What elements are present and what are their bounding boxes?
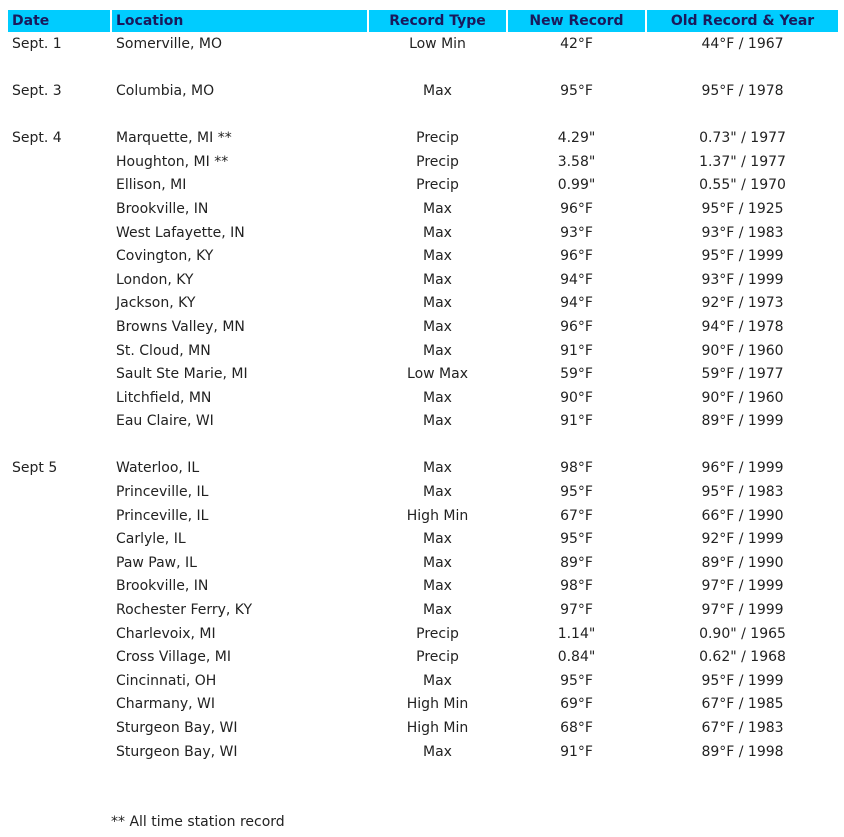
date-cell: [8, 669, 110, 693]
table-row: [8, 174, 838, 198]
date-cell: [8, 504, 110, 528]
new-record-cell: 95°F: [560, 82, 593, 99]
old-record-cell: 95°F / 1925: [701, 200, 784, 217]
location-cell: St. Cloud, MN: [116, 342, 211, 359]
old-record-cell: 1.37" / 1977: [699, 153, 786, 170]
new-record-cell: 59°F: [560, 366, 593, 383]
table-row: [8, 669, 838, 693]
table-row: [8, 339, 838, 363]
old-record-cell: 67°F / 1985: [701, 696, 784, 713]
date-cell: [8, 174, 110, 198]
date-cell: [8, 410, 110, 434]
old-record-cell: 90°F / 1960: [701, 342, 784, 359]
new-record-cell: 42°F: [560, 35, 593, 52]
new-record-cell: 0.99": [557, 177, 596, 194]
record-type-cell: Max: [423, 413, 452, 430]
table-row: [8, 244, 838, 268]
table-row: [8, 292, 838, 316]
record-type-cell: Low Min: [409, 35, 466, 52]
old-record-cell: 97°F / 1999: [701, 602, 784, 619]
table-row: [8, 693, 838, 717]
spacer-row: [8, 103, 838, 127]
record-type-cell: Max: [423, 342, 452, 359]
record-type-cell: Max: [423, 460, 452, 477]
record-type-cell: Max: [423, 295, 452, 312]
record-type-cell: Max: [423, 578, 452, 595]
new-record-cell: 96°F: [560, 318, 593, 335]
location-cell: Somerville, MO: [116, 35, 223, 52]
date-cell: [8, 315, 110, 339]
new-record-cell: 68°F: [560, 720, 593, 737]
record-type-cell: Max: [423, 484, 452, 501]
header-new-record: New Record: [508, 10, 645, 32]
old-record-cell: 66°F / 1990: [701, 507, 784, 524]
date-cell: Sept. 1: [12, 35, 62, 52]
location-cell: Cross Village, MI: [116, 649, 231, 666]
date-cell: [8, 480, 110, 504]
new-record-cell: 94°F: [560, 295, 593, 312]
record-type-cell: Precip: [416, 177, 459, 194]
table-row: [8, 32, 838, 56]
new-record-cell: 94°F: [560, 271, 593, 288]
old-record-cell: 97°F / 1999: [701, 578, 784, 595]
new-record-cell: 98°F: [560, 578, 593, 595]
location-cell: Brookville, IN: [116, 200, 209, 217]
table-row: [8, 315, 838, 339]
old-record-cell: 95°F / 1999: [701, 672, 784, 689]
table-row: [8, 150, 838, 174]
table-row: [8, 457, 838, 481]
location-cell: Charmany, WI: [116, 696, 215, 713]
table-row: [8, 268, 838, 292]
new-record-cell: 95°F: [560, 531, 593, 548]
old-record-cell: 59°F / 1977: [701, 366, 784, 383]
new-record-cell: 91°F: [560, 413, 593, 430]
table-row: [8, 362, 838, 386]
old-record-cell: 93°F / 1999: [701, 271, 784, 288]
table-row: [8, 79, 838, 103]
new-record-cell: 93°F: [560, 224, 593, 241]
record-type-cell: High Min: [406, 720, 469, 737]
table-row: [8, 575, 838, 599]
old-record-cell: 94°F / 1978: [701, 318, 784, 335]
header-date: Date: [8, 10, 110, 32]
new-record-cell: 95°F: [560, 672, 593, 689]
location-cell: West Lafayette, IN: [116, 224, 245, 241]
record-type-cell: Max: [423, 224, 452, 241]
record-type-cell: Max: [423, 602, 452, 619]
table-row: [8, 197, 838, 221]
new-record-cell: 90°F: [560, 389, 593, 406]
old-record-cell: 89°F / 1990: [701, 554, 784, 571]
header-row: [8, 10, 838, 32]
new-record-cell: 91°F: [560, 342, 593, 359]
record-type-cell: Max: [423, 248, 452, 265]
date-cell: [8, 740, 110, 764]
record-type-cell: Max: [423, 271, 452, 288]
new-record-cell: 69°F: [560, 696, 593, 713]
date-cell: [8, 716, 110, 740]
table-row: [8, 740, 838, 764]
date-cell: [8, 292, 110, 316]
record-type-cell: Max: [423, 743, 452, 760]
date-cell: [8, 575, 110, 599]
table-row: [8, 480, 838, 504]
record-type-cell: Max: [423, 672, 452, 689]
new-record-cell: 67°F: [560, 507, 593, 524]
new-record-cell: 96°F: [560, 248, 593, 265]
location-cell: Princeville, IL: [116, 507, 209, 524]
header-old-record: Old Record & Year: [647, 10, 838, 32]
date-cell: [8, 268, 110, 292]
new-record-cell: 1.14": [557, 625, 596, 642]
footnote: ** All time station record: [111, 814, 285, 830]
location-cell: Columbia, MO: [116, 82, 215, 99]
location-cell: Sturgeon Bay, WI: [116, 743, 238, 760]
old-record-cell: 90°F / 1960: [701, 389, 784, 406]
location-cell: Eau Claire, WI: [116, 413, 214, 430]
new-record-cell: 89°F: [560, 554, 593, 571]
record-type-cell: Max: [423, 531, 452, 548]
new-record-cell: 97°F: [560, 602, 593, 619]
location-cell: Charlevoix, MI: [116, 625, 216, 642]
table-row: [8, 598, 838, 622]
record-type-cell: Max: [423, 318, 452, 335]
location-cell: Ellison, MI: [116, 177, 187, 194]
location-cell: Cincinnati, OH: [116, 672, 217, 689]
record-type-cell: High Min: [406, 507, 469, 524]
date-cell: [8, 339, 110, 363]
location-cell: Rochester Ferry, KY: [116, 602, 253, 619]
old-record-cell: 89°F / 1998: [701, 743, 784, 760]
old-record-cell: 95°F / 1983: [701, 484, 784, 501]
date-cell: Sept. 4: [12, 130, 62, 147]
spacer-row: [8, 433, 838, 457]
date-cell: [8, 150, 110, 174]
old-record-cell: 0.90" / 1965: [699, 625, 786, 642]
old-record-cell: 0.62" / 1968: [699, 649, 786, 666]
record-type-cell: Precip: [416, 130, 459, 147]
header-location: Location: [112, 10, 367, 32]
date-cell: [8, 622, 110, 646]
date-cell: [8, 362, 110, 386]
record-type-cell: High Min: [406, 696, 469, 713]
location-cell: Litchfield, MN: [116, 389, 212, 406]
record-type-cell: Max: [423, 389, 452, 406]
location-cell: Brookville, IN: [116, 578, 209, 595]
old-record-cell: 95°F / 1978: [701, 82, 784, 99]
record-type-cell: Precip: [416, 649, 459, 666]
date-cell: [8, 693, 110, 717]
record-type-cell: Max: [423, 82, 452, 99]
table-row: [8, 622, 838, 646]
date-cell: [8, 244, 110, 268]
table-row: [8, 551, 838, 575]
date-cell: Sept 5: [12, 460, 58, 477]
location-cell: Carlyle, IL: [116, 531, 186, 548]
new-record-cell: 91°F: [560, 743, 593, 760]
location-cell: Sault Ste Marie, MI: [116, 366, 248, 383]
date-cell: Sept. 3: [12, 82, 62, 99]
spacer-row: [8, 56, 838, 80]
location-cell: Covington, KY: [116, 248, 214, 265]
old-record-cell: 44°F / 1967: [701, 35, 784, 52]
date-cell: [8, 197, 110, 221]
header-record-type: Record Type: [369, 10, 506, 32]
new-record-cell: 3.58": [557, 153, 596, 170]
new-record-cell: 0.84": [557, 649, 596, 666]
location-cell: Marquette, MI **: [116, 130, 232, 147]
location-cell: Browns Valley, MN: [116, 318, 245, 335]
date-cell: [8, 221, 110, 245]
date-cell: [8, 527, 110, 551]
location-cell: Houghton, MI **: [116, 153, 229, 170]
old-record-cell: 95°F / 1999: [701, 248, 784, 265]
date-cell: [8, 598, 110, 622]
table-row: [8, 716, 838, 740]
records-table: [6, 10, 840, 763]
table-row: [8, 410, 838, 434]
old-record-cell: 92°F / 1999: [701, 531, 784, 548]
old-record-cell: 89°F / 1999: [701, 413, 784, 430]
new-record-cell: 98°F: [560, 460, 593, 477]
old-record-cell: 92°F / 1973: [701, 295, 784, 312]
new-record-cell: 96°F: [560, 200, 593, 217]
new-record-cell: 95°F: [560, 484, 593, 501]
date-cell: [8, 386, 110, 410]
record-type-cell: Max: [423, 554, 452, 571]
location-cell: Princeville, IL: [116, 484, 209, 501]
record-type-cell: Precip: [416, 153, 459, 170]
new-record-cell: 4.29": [557, 130, 596, 147]
location-cell: Paw Paw, IL: [116, 554, 197, 571]
old-record-cell: 93°F / 1983: [701, 224, 784, 241]
old-record-cell: 96°F / 1999: [701, 460, 784, 477]
table-row: [8, 504, 838, 528]
old-record-cell: 0.73" / 1977: [699, 130, 786, 147]
table-row: [8, 126, 838, 150]
location-cell: London, KY: [116, 271, 194, 288]
date-cell: [8, 645, 110, 669]
table-row: [8, 386, 838, 410]
record-type-cell: Low Max: [407, 366, 468, 383]
location-cell: Jackson, KY: [116, 295, 196, 312]
table-row: [8, 221, 838, 245]
date-cell: [8, 551, 110, 575]
records-body: [8, 32, 838, 763]
record-type-cell: Precip: [416, 625, 459, 642]
location-cell: Waterloo, IL: [116, 460, 200, 477]
table-row: [8, 645, 838, 669]
location-cell: Sturgeon Bay, WI: [116, 720, 238, 737]
table-row: [8, 527, 838, 551]
record-type-cell: Max: [423, 200, 452, 217]
old-record-cell: 67°F / 1983: [701, 720, 784, 737]
old-record-cell: 0.55" / 1970: [699, 177, 786, 194]
